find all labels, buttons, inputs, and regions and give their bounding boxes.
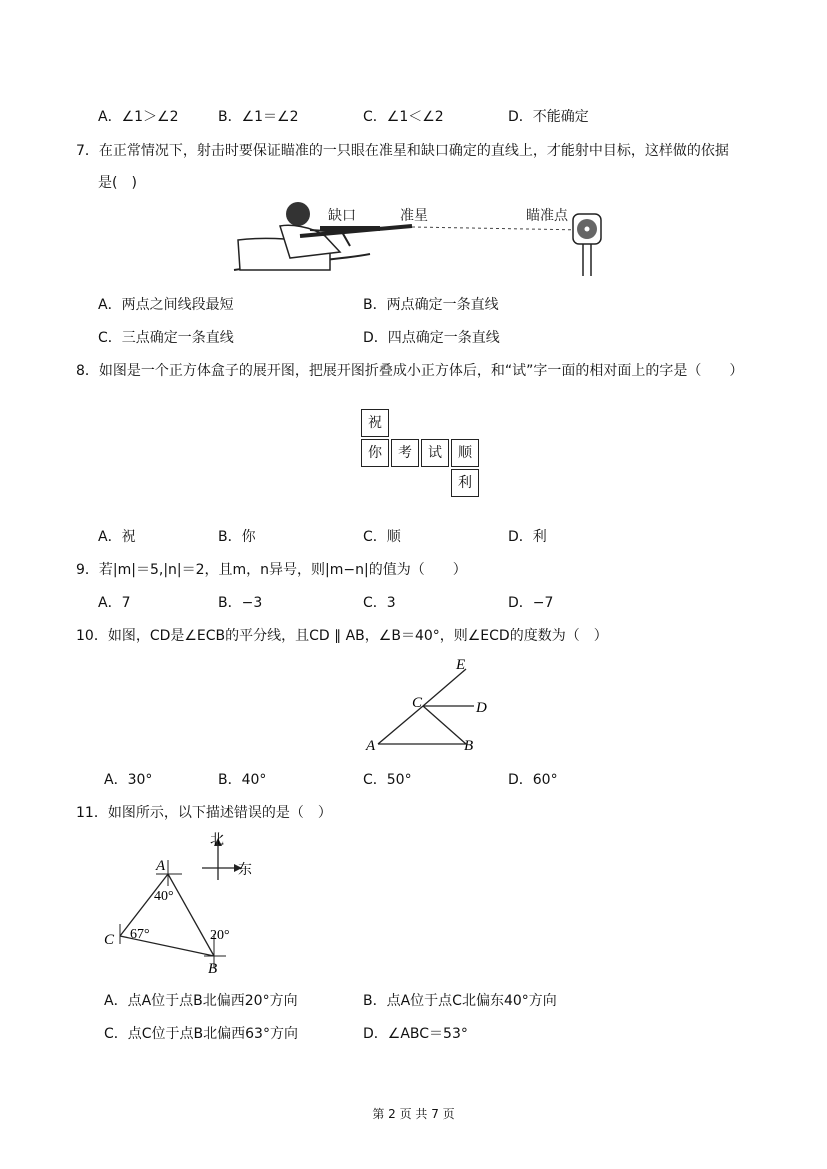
net-cell-li: 利 — [451, 469, 479, 497]
label-e: E — [456, 657, 466, 673]
net-cell-shun: 顺 — [451, 439, 479, 467]
label-angle-a: 40° — [154, 889, 174, 904]
q11-option-b: B．点A位于点C北偏东40°方向 — [363, 993, 557, 1009]
q11-option-a: A．点A位于点B北偏西20°方向 — [104, 993, 298, 1009]
q6-option-c: C．∠1＜∠2 — [363, 109, 444, 125]
label-front-sight: 准星 — [400, 209, 428, 224]
q8-option-c: C．顺 — [363, 529, 401, 545]
q9-option-a: A．7 — [98, 595, 131, 611]
q6-option-a: A．∠1＞∠2 — [98, 109, 179, 125]
label-a: A — [156, 858, 166, 874]
net-cell-kao: 考 — [391, 439, 419, 467]
label-aim-point: 瞄准点 — [526, 209, 568, 224]
q8-option-d: D．利 — [508, 529, 547, 545]
q11-stem: 11．如图所示，以下描述错误的是（ ） — [76, 805, 332, 821]
q7-option-c: C．三点确定一条直线 — [98, 330, 234, 346]
q9-option-c: C．3 — [363, 595, 396, 611]
net-cell-ni: 你 — [361, 439, 389, 467]
q10-option-c: C．50° — [363, 772, 412, 788]
q9-option-b: B．−3 — [218, 595, 263, 611]
label-angle-b: 20° — [210, 928, 230, 943]
label-b: B — [208, 961, 218, 977]
q6-option-b: B．∠1＝∠2 — [218, 109, 299, 125]
label-c: C — [412, 695, 423, 711]
page-footer: 第 2 页 共 7 页 — [372, 1107, 455, 1121]
q9-option-d: D．−7 — [508, 595, 554, 611]
q8-stem: 8．如图是一个正方体盒子的展开图，把展开图折叠成小正方体后，和“试”字一面的相对面上的字是（ ） — [76, 363, 744, 379]
q7-option-a: A．两点之间线段最短 — [98, 297, 234, 313]
label-a: A — [366, 738, 376, 754]
q10-stem: 10．如图，CD是∠ECB的平分线，且CD ∥ AB，∠B＝40°，则∠ECD的度数为（ ） — [76, 628, 608, 644]
q8-option-a: A．祝 — [98, 529, 136, 545]
label-b: B — [464, 738, 474, 754]
label-c: C — [104, 932, 115, 948]
q11-option-c: C．点C位于点B北偏西63°方向 — [104, 1026, 298, 1042]
label-gap: 缺口 — [328, 209, 356, 224]
q10-option-d: D．60° — [508, 772, 558, 788]
label-east: 东 — [238, 863, 252, 878]
q11-figure — [100, 830, 270, 978]
net-cell-zhu: 祝 — [361, 409, 389, 437]
label-d: D — [476, 700, 487, 716]
label-north: 北 — [210, 833, 224, 848]
label-angle-c: 67° — [130, 927, 150, 942]
q9-stem: 9．若|m|＝5,|n|＝2，且m，n异号，则|m−n|的值为（ ） — [76, 562, 467, 578]
q10-option-a: A．30° — [104, 772, 153, 788]
q7-option-d: D．四点确定一条直线 — [363, 330, 500, 346]
shooter-figure — [230, 196, 610, 278]
q8-option-b: B．你 — [218, 529, 256, 545]
q7-stem-line2: 是( ) — [98, 175, 137, 191]
q7-stem-line1: 7．在正常情况下，射击时要保证瞄准的一只眼在准星和缺口确定的直线上，才能射中目标，这样做的依据 — [76, 143, 729, 159]
net-cell-shi: 试 — [421, 439, 449, 467]
q11-option-d: D．∠ABC＝53° — [363, 1026, 468, 1042]
q10-figure — [362, 652, 502, 756]
q6-option-d: D．不能确定 — [508, 109, 589, 125]
q10-option-b: B．40° — [218, 772, 267, 788]
q7-option-b: B．两点确定一条直线 — [363, 297, 499, 313]
